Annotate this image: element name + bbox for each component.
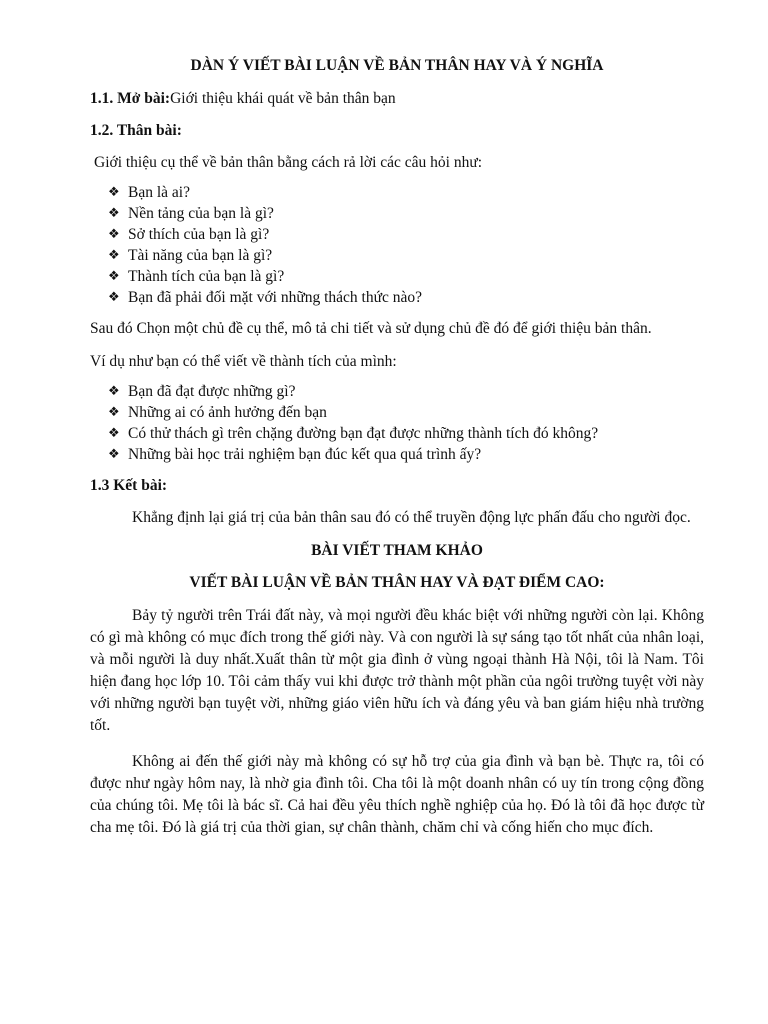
list-item: ❖ Sở thích của bạn là gì? bbox=[108, 226, 270, 243]
body-after-text: Sau đó Chọn một chủ đề cụ thể, mô tả chi tiết và sử dụng chủ đề đó để giới thiệu bản thân. bbox=[90, 320, 652, 337]
reference-subheading: VIẾT BÀI LUẬN VỀ BẢN THÂN HAY VÀ ĐẠT ĐIỂM CAO: bbox=[189, 574, 605, 591]
questions-list bbox=[90, 182, 704, 308]
body-intro: Giới thiệu cụ thể về bản thân bằng cách rả lời các câu hỏi như: bbox=[94, 154, 483, 171]
reference-heading: BÀI VIẾT THAM KHẢO bbox=[311, 542, 483, 559]
list-item: ❖ Tài năng của bạn là gì? bbox=[108, 247, 273, 264]
conclusion-text: Khẳng định lại giá trị của bản thân sau đó có thể truyền động lực phấn đấu cho người đọc. bbox=[132, 509, 691, 526]
diamond-bullet-icon: ❖ bbox=[108, 248, 120, 263]
diamond-bullet-icon: ❖ bbox=[108, 185, 120, 200]
document-page bbox=[90, 56, 704, 850]
diamond-bullet-icon: ❖ bbox=[108, 384, 120, 399]
list-item: ❖ Bạn là ai? bbox=[108, 184, 190, 201]
list-item: ❖ Thành tích của bạn là gì? bbox=[108, 268, 285, 285]
body-label: 1.2. Thân bài: bbox=[90, 122, 182, 139]
document-title: DÀN Ý VIẾT BÀI LUẬN VỀ BẢN THÂN HAY VÀ Ý NGHĨA bbox=[190, 57, 604, 74]
diamond-bullet-icon: ❖ bbox=[108, 447, 120, 462]
example-list bbox=[90, 381, 704, 465]
intro-label: 1.1. Mở bài: bbox=[90, 90, 171, 107]
diamond-bullet-icon: ❖ bbox=[108, 206, 120, 221]
list-item: ❖ Nền tảng của bạn là gì? bbox=[108, 205, 274, 222]
conclusion-label: 1.3 Kết bài: bbox=[90, 477, 168, 494]
diamond-bullet-icon: ❖ bbox=[108, 290, 120, 305]
diamond-bullet-icon: ❖ bbox=[108, 426, 120, 441]
list-item: ❖ Bạn đã phải đối mặt với những thách thức nào? bbox=[108, 289, 423, 306]
list-item: ❖ Bạn đã đạt được những gì? bbox=[108, 383, 296, 400]
diamond-bullet-icon: ❖ bbox=[108, 405, 120, 420]
intro-text: Giới thiệu khái quát về bản thân bạn bbox=[170, 90, 396, 107]
reference-paragraph-2: Không ai đến thế giới này mà không có sự hỗ trợ của gia đình và bạn bè. Thực ra, tôi có được như ngày hôm nay, là nhờ gia đình tôi. Cha tôi là một doanh nhân có uy tín trong cộng đồng của chúng tôi. Mẹ tôi là bác sĩ. Cả hai đều yêu thích nghề nghiệp của họ. Đó là tôi đã học được từ cha mẹ tôi. Đó là giá trị của thời gian, sự chân thành, chăm chỉ và cống hiến cho mục đích. bbox=[90, 753, 704, 836]
list-item: ❖ Có thử thách gì trên chặng đường bạn đạt được những thành tích đó không? bbox=[108, 425, 599, 442]
intro-section bbox=[90, 88, 704, 110]
list-item: ❖ Những bài học trải nghiệm bạn đúc kết qua quá trình ấy? bbox=[108, 446, 482, 463]
diamond-bullet-icon: ❖ bbox=[108, 269, 120, 284]
example-intro: Ví dụ như bạn có thể viết về thành tích của mình: bbox=[90, 353, 397, 370]
reference-paragraph-1: Bảy tỷ người trên Trái đất này, và mọi người đều khác biệt với những người còn lại. Không có gì mà không có mục đích trong thế giới này. Và con người là sự sáng tạo tốt nhất của nhân loại, và mỗi người là duy nhất.Xuất thân từ một gia đình ở vùng ngoại thành Hà Nội, tôi là Nam. Tôi hiện đang học lớp 10. Tôi cảm thấy vui khi được trở thành một phần của ngôi trường tuyệt vời này với những người bạn tuyệt vời, những giáo viên hữu ích và đáng yêu và ban giám hiệu nhà trường tốt. bbox=[90, 607, 704, 734]
diamond-bullet-icon: ❖ bbox=[108, 227, 120, 242]
list-item: ❖ Những ai có ảnh hưởng đến bạn bbox=[108, 404, 327, 421]
